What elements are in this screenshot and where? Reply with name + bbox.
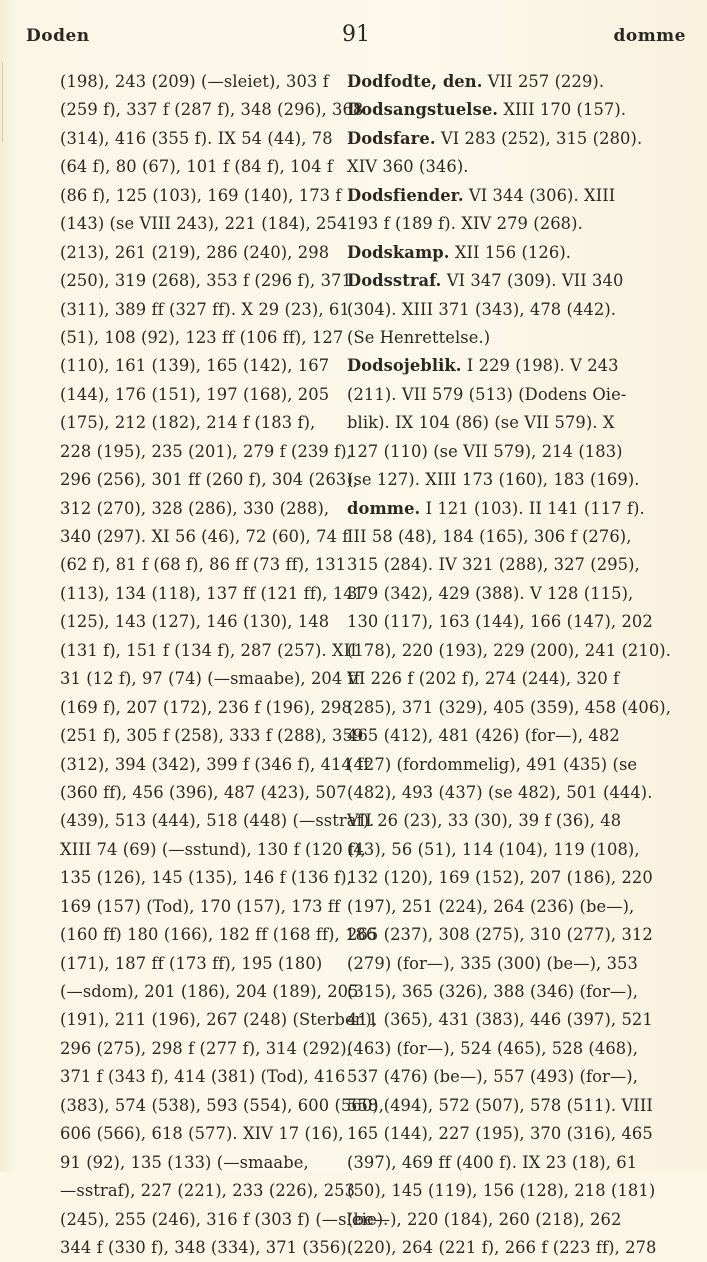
entry-references: (197), 251 (224), 264 (236) (be—), [347, 896, 635, 916]
page-number: 91 [342, 22, 370, 47]
index-line [347, 409, 643, 437]
index-line [347, 296, 643, 324]
index-line: (171), 187 ff (173 ff), 195 (180) [60, 953, 323, 973]
index-line [347, 921, 653, 949]
index-line: (213), 261 (219), 286 (240), 298 [60, 242, 330, 262]
index-line: 344 f (330 f), 348 (334), 371 (356). [60, 1237, 352, 1257]
index-line: (250), 319 (268), 353 f (296 f), 371 [60, 271, 352, 291]
page-header [26, 22, 686, 56]
index-line [347, 580, 643, 608]
running-head-left: Doden [26, 26, 90, 46]
entry-headword: Dodsojeblik. [347, 356, 462, 376]
entry-references: (304). XIII 371 (343), 478 (442). [347, 299, 617, 319]
index-line: (160 ff) 180 (166), 182 ff (168 ff), 186 [60, 925, 377, 945]
entry-references: (315), 365 (326), 388 (346) (for—), [347, 982, 638, 1001]
index-line [347, 153, 643, 181]
index-line [347, 466, 643, 494]
entry-references: 379 (342), 429 (388). V 128 (115), [347, 583, 634, 603]
entry-references: 165 (144), 227 (195), 370 (316), 465 [347, 1124, 653, 1144]
index-line [347, 807, 643, 835]
index-line [347, 438, 643, 466]
index-line: (191), 211 (196), 267 (248) (Sterben), [60, 1010, 378, 1030]
index-line [347, 523, 643, 551]
index-line [347, 551, 643, 579]
index-line: 31 (12 f), 97 (74) (—smaabe), 204 ff [60, 669, 360, 689]
entry-references: (279) (for—), 335 (300) (be—), 353 [347, 953, 638, 973]
entry-references: (178), 220 (193), 229 (200), 241 (210). [347, 640, 671, 660]
margin-binding-marks [2, 62, 9, 142]
entry-references: (Se Henrettelse.) [347, 327, 491, 347]
index-line [347, 1234, 657, 1262]
index-line: (439), 513 (444), 518 (448) (—sstraf). [60, 811, 375, 831]
index-line: 228 (195), 235 (201), 279 f (239 f), [60, 441, 352, 461]
index-line: (312), 394 (342), 399 f (346 f), 414 ff [60, 754, 370, 774]
index-line: 340 (297). XI 56 (46), 72 (60), 74 f [60, 527, 349, 546]
index-line [347, 864, 653, 892]
index-line: (143) (se VIII 243), 221 (184), 254 [60, 214, 348, 234]
index-line: (245), 255 (246), 316 f (303 f) (—sleie). [60, 1209, 389, 1229]
entry-references: 127 (110) (se VII 579), 214 (183) [347, 441, 623, 461]
index-line [347, 1149, 643, 1177]
entry-references: (43), 56 (51), 114 (104), 119 (108), [347, 839, 640, 859]
entry-references: 132 (120), 169 (152), 207 (186), 220 [347, 868, 653, 888]
index-line [347, 1092, 653, 1120]
entry-references: VI 283 (252), 315 (280). [435, 128, 643, 148]
entry-references: (463) (for—), 524 (465), 528 (468), [347, 1038, 638, 1058]
entry-references: VI 226 f (202 f), 274 (244), 320 f [347, 669, 620, 689]
index-line [347, 210, 643, 238]
index-line: 312 (270), 328 (286), 330 (288), [60, 498, 330, 518]
entry-references: III 58 (48), 184 (165), 306 f (276), [347, 527, 632, 546]
index-line [347, 665, 643, 693]
index-entry [347, 68, 643, 96]
entry-headword: Dodskamp. [347, 242, 450, 262]
index-line: —sstraf), 227 (221), 233 (226), 253 [60, 1181, 356, 1201]
index-line [347, 1035, 643, 1063]
index-line: XIII 74 (69) (—sstund), 130 f (120 f), [60, 839, 366, 859]
index-entry [347, 96, 643, 124]
entry-references: VI 344 (306). XIII [463, 185, 616, 205]
index-line [347, 893, 643, 921]
entry-references: VII 257 (229). [482, 72, 605, 91]
index-line [347, 637, 671, 665]
index-entry [347, 239, 643, 267]
entry-headword: Dodsfare. [347, 128, 436, 148]
index-entry [347, 352, 643, 380]
index-line [347, 1063, 643, 1091]
running-head-right: domme [613, 26, 686, 46]
entry-references: (427) (fordommelig), 491 (435) (se [347, 754, 638, 774]
entry-references: (397), 469 ff (400 f). IX 23 (18), 61 [347, 1152, 638, 1172]
index-line: 135 (126), 145 (135), 146 f (136 f), [60, 868, 352, 888]
index-line: 296 (275), 298 f (277 f), 314 (292), [60, 1038, 352, 1058]
index-entry [347, 267, 643, 295]
index-line [347, 751, 643, 779]
index-line [347, 381, 643, 409]
index-line: (251 f), 305 f (258), 333 f (288), 359 [60, 726, 364, 746]
index-line: (86 f), 125 (103), 169 (140), 173 f [60, 185, 342, 205]
index-line: (113), 134 (118), 137 ff (121 ff), 141 [60, 583, 365, 603]
index-line: (64 f), 80 (67), 101 f (84 f), 104 f [60, 157, 333, 177]
entry-references: (220), 264 (221 f), 266 f (223 ff), 278 [347, 1237, 657, 1257]
index-line: (125), 143 (127), 146 (130), 148 [60, 612, 330, 632]
index-line [347, 722, 643, 750]
entry-references: 315 (284). IV 321 (288), 327 (295), [347, 555, 640, 575]
entry-references: XIV 360 (346). [347, 157, 469, 177]
index-line: 296 (256), 301 ff (260 f), 304 (263), [60, 470, 359, 490]
index-line: 169 (157) (Tod), 170 (157), 173 ff [60, 896, 341, 916]
index-line [347, 836, 643, 864]
index-line: (51), 108 (92), 123 ff (106 ff), 127 [60, 327, 344, 347]
entry-references: (be—), 220 (184), 260 (218), 262 [347, 1209, 622, 1229]
index-entry [347, 182, 643, 210]
entry-references: 558 (494), 572 (507), 578 (511). VIII [347, 1095, 653, 1115]
index-line: (360 ff), 456 (396), 487 (423), 507 [60, 782, 347, 802]
index-line: 91 (92), 135 (133) (—smaabe, [60, 1152, 309, 1172]
entry-references: (50), 145 (119), 156 (128), 218 (181) [347, 1181, 656, 1201]
index-line: (62 f), 81 f (68 f), 86 ff (73 ff), 131 [60, 555, 347, 575]
index-line: 606 (566), 618 (577). XIV 17 (16), [60, 1124, 344, 1144]
index-line [347, 1006, 653, 1034]
entry-headword: Dodsfiender. [347, 185, 464, 205]
entry-headword: domme. [347, 498, 421, 518]
index-line: (—sdom), 201 (186), 204 (189), 205 [60, 982, 359, 1001]
entry-headword: Dodsstraf. [347, 271, 442, 291]
entry-references: blik). IX 104 (86) (se VII 579). X [347, 413, 615, 433]
entry-references: (se 127). XIII 173 (160), 183 (169). [347, 470, 640, 490]
index-line [347, 950, 643, 978]
index-line: (198), 243 (209) (—sleiet), 303 f [60, 72, 329, 91]
index-entry [347, 125, 643, 153]
entry-references: 130 (117), 163 (144), 166 (147), 202 [347, 612, 653, 632]
index-line: (311), 389 ff (327 ff). X 29 (23), 61 [60, 299, 350, 319]
entry-references: (482), 493 (437) (se 482), 501 (444). [347, 782, 653, 802]
index-line: (314), 416 (355 f). IX 54 (44), 78 [60, 128, 333, 148]
index-line: (175), 212 (182), 214 f (183 f), [60, 413, 316, 433]
index-line [347, 779, 653, 807]
index-line [347, 1177, 656, 1205]
entry-references: I 229 (198). V 243 [461, 356, 619, 376]
index-line: (110), 161 (139), 165 (142), 167 [60, 356, 330, 376]
entry-headword: Dodfodte, den. [347, 72, 483, 91]
index-line: (169 f), 207 (172), 236 f (196), 298 [60, 697, 352, 717]
entry-headword: Dodsangstuelse. [347, 100, 499, 120]
index-line [347, 978, 643, 1006]
index-line: (144), 176 (151), 197 (168), 205 [60, 384, 330, 404]
entry-references: 411 (365), 431 (383), 446 (397), 521 [347, 1010, 653, 1030]
index-line: (259 f), 337 f (287 f), 348 (296), 368 [60, 100, 364, 120]
entry-references: 465 (412), 481 (426) (for—), 482 [347, 726, 620, 746]
index-line [347, 1120, 653, 1148]
entry-references: (211). VII 579 (513) (Dodens Oie- [347, 384, 627, 404]
index-line [347, 608, 653, 636]
entry-references: 265 (237), 308 (275), 310 (277), 312 [347, 925, 653, 945]
index-line [347, 694, 671, 722]
index-line [347, 324, 643, 352]
index-line [347, 1206, 643, 1234]
right-column [347, 68, 671, 1262]
entry-references: (285), 371 (329), 405 (359), 458 (406), [347, 697, 671, 717]
index-line: (383), 574 (538), 593 (554), 600 (560), [60, 1095, 384, 1115]
index-entry [347, 495, 643, 523]
entry-references: I 121 (103). II 141 (117 f). [420, 498, 645, 518]
index-line: (131 f), 151 f (134 f), 287 (257). XII [60, 640, 357, 660]
entry-references: VII 26 (23), 33 (30), 39 f (36), 48 [347, 811, 622, 831]
index-line: 371 f (343 f), 414 (381) (Tod), 416 [60, 1067, 346, 1087]
entry-references: 193 f (189 f). XIV 279 (268). [347, 214, 583, 234]
entry-references: 537 (476) (be—), 557 (493) (for—), [347, 1067, 638, 1087]
entry-references: XII 156 (126). [449, 242, 572, 262]
entry-references: XIII 170 (157). [498, 100, 627, 120]
entry-references: VI 347 (309). VII 340 [441, 271, 624, 291]
